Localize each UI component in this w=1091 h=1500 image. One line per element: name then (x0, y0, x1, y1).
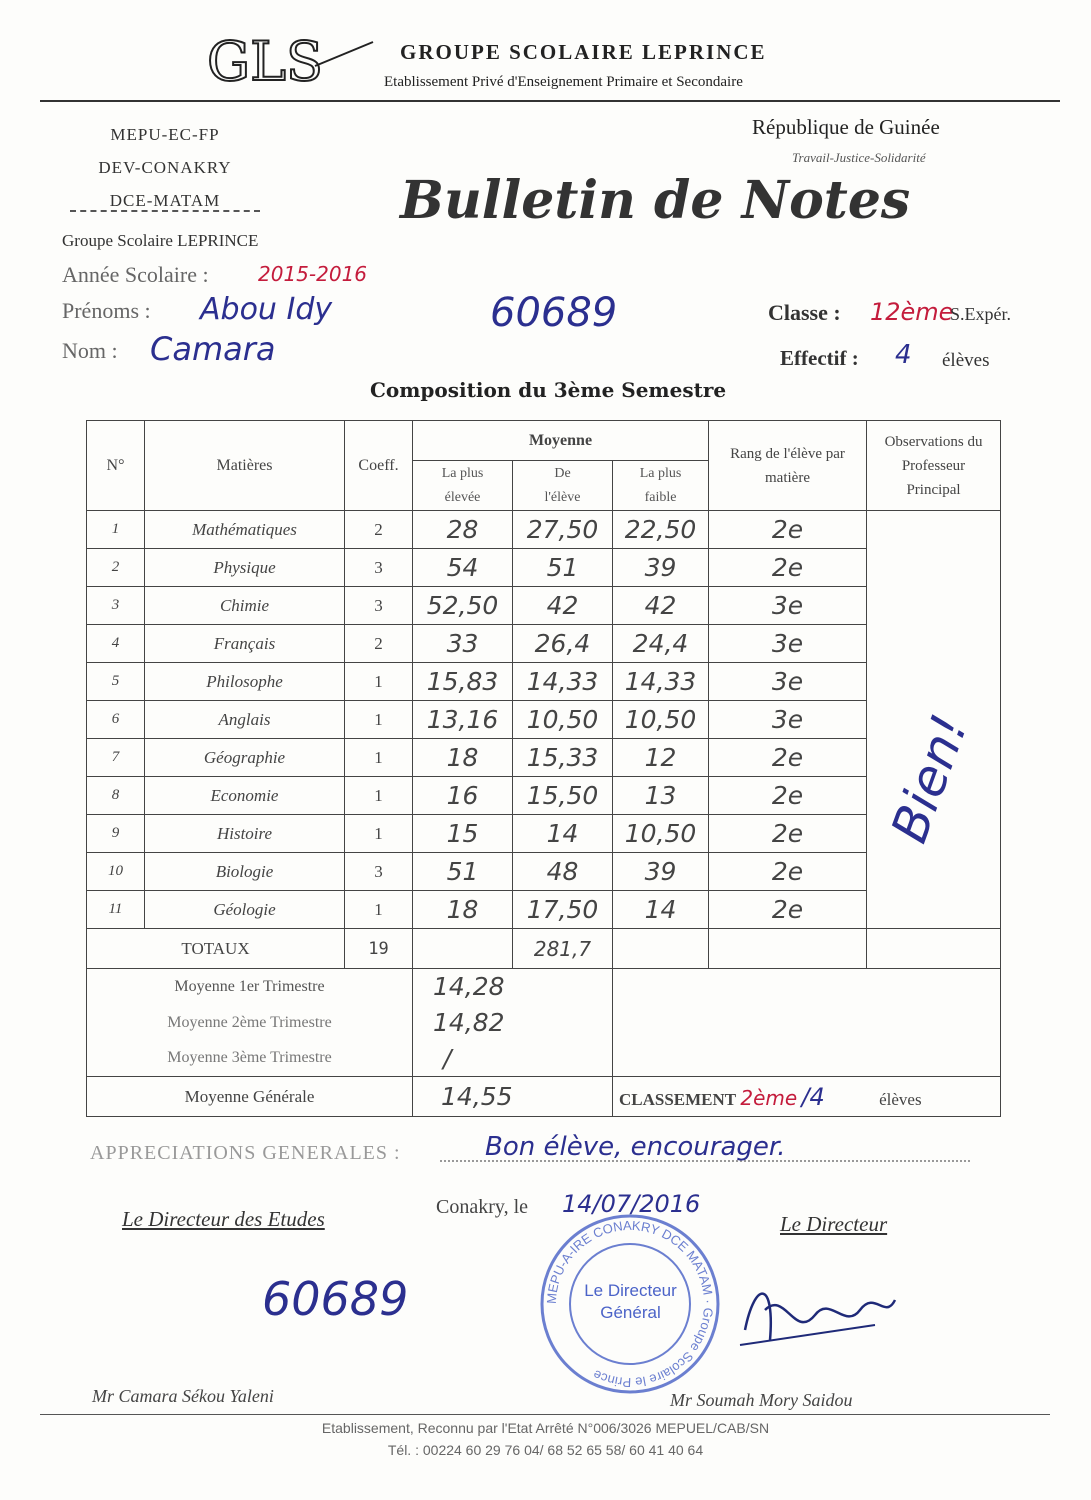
row-plus-elevee: 51 (413, 853, 513, 891)
header-observations: Observations du Professeur Principal (867, 421, 1001, 511)
row-matiere: Philosophe (145, 663, 345, 701)
row-plus-faible: 24,4 (613, 625, 709, 663)
dashed-divider (70, 210, 260, 212)
row-num: 4 (87, 625, 145, 663)
official-stamp (538, 1212, 723, 1397)
totaux-empty-3 (709, 929, 867, 969)
annee-label: Année Scolaire : (62, 262, 209, 287)
row-matiere: Anglais (145, 701, 345, 739)
header-divider (40, 100, 1060, 102)
row-rang: 2e (709, 853, 867, 891)
nom-label: Nom : (62, 338, 118, 363)
row-coeff: 1 (345, 701, 413, 739)
moygen-label: Moyenne Générale (87, 1077, 413, 1117)
ministry-header (60, 118, 270, 217)
appreciations-value: Bon élève, encourager. (485, 1132, 786, 1162)
nom-value: Camara (150, 330, 276, 368)
table-row (87, 511, 1001, 549)
ministry-line-2: DEV-CONAKRY (98, 158, 232, 177)
totaux-label: TOTAUX (87, 929, 345, 969)
row-plus-faible: 39 (613, 853, 709, 891)
school-name: GROUPE SCOLAIRE LEPRINCE (400, 40, 767, 64)
row-plus-elevee: 28 (413, 511, 513, 549)
row-coeff: 1 (345, 739, 413, 777)
header-coeff: Coeff. (345, 421, 413, 511)
totaux-empty-2 (613, 929, 709, 969)
effectif-value: 4 (895, 340, 912, 370)
row-plus-faible: 42 (613, 587, 709, 625)
classe-value: 12ème (870, 298, 954, 326)
row-de-eleve: 17,50 (513, 891, 613, 929)
row-matiere: Mathématiques (145, 511, 345, 549)
table-row (87, 549, 1001, 587)
row-num: 6 (87, 701, 145, 739)
table-row (87, 625, 1001, 663)
table-row (87, 815, 1001, 853)
table-row (87, 739, 1001, 777)
annee-value: 2015-2016 (258, 262, 368, 286)
row-plus-faible: 10,50 (613, 815, 709, 853)
row-rang: 3e (709, 701, 867, 739)
left-handwritten-number: 60689 (262, 1272, 409, 1326)
table-row (87, 853, 1001, 891)
effectif-suffix: élèves (942, 350, 990, 371)
row-num: 1 (87, 511, 145, 549)
row-num: 11 (87, 891, 145, 929)
row-rang: 2e (709, 891, 867, 929)
row-plus-elevee: 33 (413, 625, 513, 663)
classement-value: 2ème (740, 1085, 798, 1110)
row-de-eleve: 15,33 (513, 739, 613, 777)
directeur-title: Le Directeur (780, 1212, 888, 1236)
row-num: 2 (87, 549, 145, 587)
row-num: 10 (87, 853, 145, 891)
row-coeff: 2 (345, 625, 413, 663)
row-plus-elevee: 13,16 (413, 701, 513, 739)
director-signature (735, 1270, 905, 1360)
row-rang: 2e (709, 777, 867, 815)
row-coeff: 1 (345, 777, 413, 815)
row-plus-elevee: 15 (413, 815, 513, 853)
effectif-label: Effectif : (780, 346, 859, 370)
totaux-eleve: 281,7 (513, 929, 613, 969)
row-num: 9 (87, 815, 145, 853)
prenoms-label: Prénoms : (62, 298, 151, 323)
row-de-eleve: 10,50 (513, 701, 613, 739)
table-row (87, 663, 1001, 701)
row-plus-faible: 14,33 (613, 663, 709, 701)
row-coeff: 1 (345, 663, 413, 701)
header-rang: Rang de l'élève par matière (709, 421, 867, 511)
totaux-coeff: 19 (345, 929, 413, 969)
classe-label: Classe : (768, 300, 841, 325)
header-num: N° (87, 421, 145, 511)
prenoms-value: Abou Idy (200, 292, 333, 327)
moy3-value: / (413, 1041, 613, 1077)
row-rang: 3e (709, 625, 867, 663)
row-num: 5 (87, 663, 145, 701)
row-rang: 3e (709, 587, 867, 625)
table-row (87, 701, 1001, 739)
row-rang: 2e (709, 815, 867, 853)
row-num: 8 (87, 777, 145, 815)
footer-line-1: Etablissement, Reconnu par l'Etat Arrêté N°006/3026 MEPUEL/CAB/SN (321, 1420, 770, 1436)
totaux-empty-1 (413, 929, 513, 969)
student-number: 60689 (490, 290, 618, 336)
row-matiere: Chimie (145, 587, 345, 625)
row-matiere: Géologie (145, 891, 345, 929)
classement-label: CLASSEMENT (619, 1089, 737, 1109)
row-matiere: Economie (145, 777, 345, 815)
row-coeff: 1 (345, 891, 413, 929)
row-num: 7 (87, 739, 145, 777)
school-logo (205, 26, 375, 92)
row-matiere: Géographie (145, 739, 345, 777)
row-de-eleve: 26,4 (513, 625, 613, 663)
grades-table (86, 420, 1001, 1117)
table-row (87, 891, 1001, 929)
row-plus-faible: 14 (613, 891, 709, 929)
row-plus-elevee: 16 (413, 777, 513, 815)
header-moyenne: Moyenne (413, 421, 709, 461)
observation-value: Bien! (880, 707, 980, 850)
row-de-eleve: 14 (513, 815, 613, 853)
row-matiere: Physique (145, 549, 345, 587)
row-plus-faible: 12 (613, 739, 709, 777)
date-label: Conakry, le (436, 1196, 529, 1218)
header-plus-elevee: La plus élevée (413, 461, 513, 511)
row-de-eleve: 51 (513, 549, 613, 587)
row-coeff: 1 (345, 815, 413, 853)
republic-label: République de Guinée (752, 115, 940, 139)
row-coeff: 3 (345, 853, 413, 891)
row-de-eleve: 15,50 (513, 777, 613, 815)
moy3-label: Moyenne 3ème Trimestre (87, 1041, 413, 1077)
row-plus-elevee: 18 (413, 891, 513, 929)
school-line: Groupe Scolaire LEPRINCE (62, 231, 259, 250)
trimestre-empty (613, 969, 1001, 1077)
row-num: 3 (87, 587, 145, 625)
row-matiere: Biologie (145, 853, 345, 891)
row-rang: 3e (709, 663, 867, 701)
document-title: Bulletin de Notes (400, 170, 911, 231)
moy2-label: Moyenne 2ème Trimestre (87, 1005, 413, 1041)
moy1-label: Moyenne 1er Trimestre (87, 969, 413, 1005)
row-de-eleve: 14,33 (513, 663, 613, 701)
row-matiere: Français (145, 625, 345, 663)
row-plus-elevee: 15,83 (413, 663, 513, 701)
grade-rows (87, 511, 1001, 929)
row-plus-faible: 10,50 (613, 701, 709, 739)
totaux-empty-4 (867, 929, 1001, 969)
republic-motto: Travail-Justice-Solidarité (792, 150, 926, 165)
row-plus-faible: 13 (613, 777, 709, 815)
footer-divider (40, 1414, 1050, 1415)
row-plus-faible: 22,50 (613, 511, 709, 549)
row-plus-elevee: 54 (413, 549, 513, 587)
row-coeff: 3 (345, 587, 413, 625)
composition-title: Composition du 3ème Semestre (370, 378, 727, 402)
date-value: 14/07/2016 (562, 1190, 701, 1218)
moy2-value: 14,82 (413, 1005, 613, 1041)
row-coeff: 2 (345, 511, 413, 549)
header-matieres: Matières (145, 421, 345, 511)
stamp-center-text: Le Directeur Général (584, 1281, 677, 1322)
classement-of: /4 (801, 1082, 825, 1111)
table-row (87, 777, 1001, 815)
classement-cell (613, 1077, 1001, 1117)
header-de-eleve: De l'élève (513, 461, 613, 511)
right-signatory-name: Mr Soumah Mory Saidou (670, 1390, 853, 1410)
row-rang: 2e (709, 739, 867, 777)
row-de-eleve: 48 (513, 853, 613, 891)
row-rang: 2e (709, 511, 867, 549)
row-coeff: 3 (345, 549, 413, 587)
left-signatory-name: Mr Camara Sékou Yaleni (92, 1386, 274, 1406)
header-plus-faible: La plus faible (613, 461, 709, 511)
row-de-eleve: 27,50 (513, 511, 613, 549)
row-rang: 2e (709, 549, 867, 587)
moy1-value: 14,28 (413, 969, 613, 1005)
row-plus-faible: 39 (613, 549, 709, 587)
stamp-ring-text: MEPU-A-IRE CONAKRY DCE MATAM · Groupe Scolaire le Prince (543, 1217, 717, 1391)
svg-text:GLS: GLS (207, 30, 323, 92)
row-plus-elevee: 18 (413, 739, 513, 777)
row-de-eleve: 42 (513, 587, 613, 625)
row-matiere: Histoire (145, 815, 345, 853)
ministry-line-1: MEPU-EC-FP (110, 125, 220, 144)
moygen-value: 14,55 (413, 1077, 613, 1117)
ministry-line-3: DCE-MATAM (109, 191, 221, 210)
classe-suffix: S.Expér. (950, 304, 1011, 324)
school-subtitle: Etablissement Privé d'Enseignement Primaire et Secondaire (384, 74, 743, 90)
row-plus-elevee: 52,50 (413, 587, 513, 625)
directeur-etudes-title: Le Directeur des Etudes (122, 1207, 325, 1231)
footer-line-2: Tél. : 00224 60 29 76 04/ 68 52 65 58/ 60 41 40 64 (387, 1442, 704, 1458)
classement-suffix: élèves (879, 1089, 922, 1109)
table-row (87, 587, 1001, 625)
appreciations-label: APPRECIATIONS GENERALES : (90, 1142, 401, 1164)
